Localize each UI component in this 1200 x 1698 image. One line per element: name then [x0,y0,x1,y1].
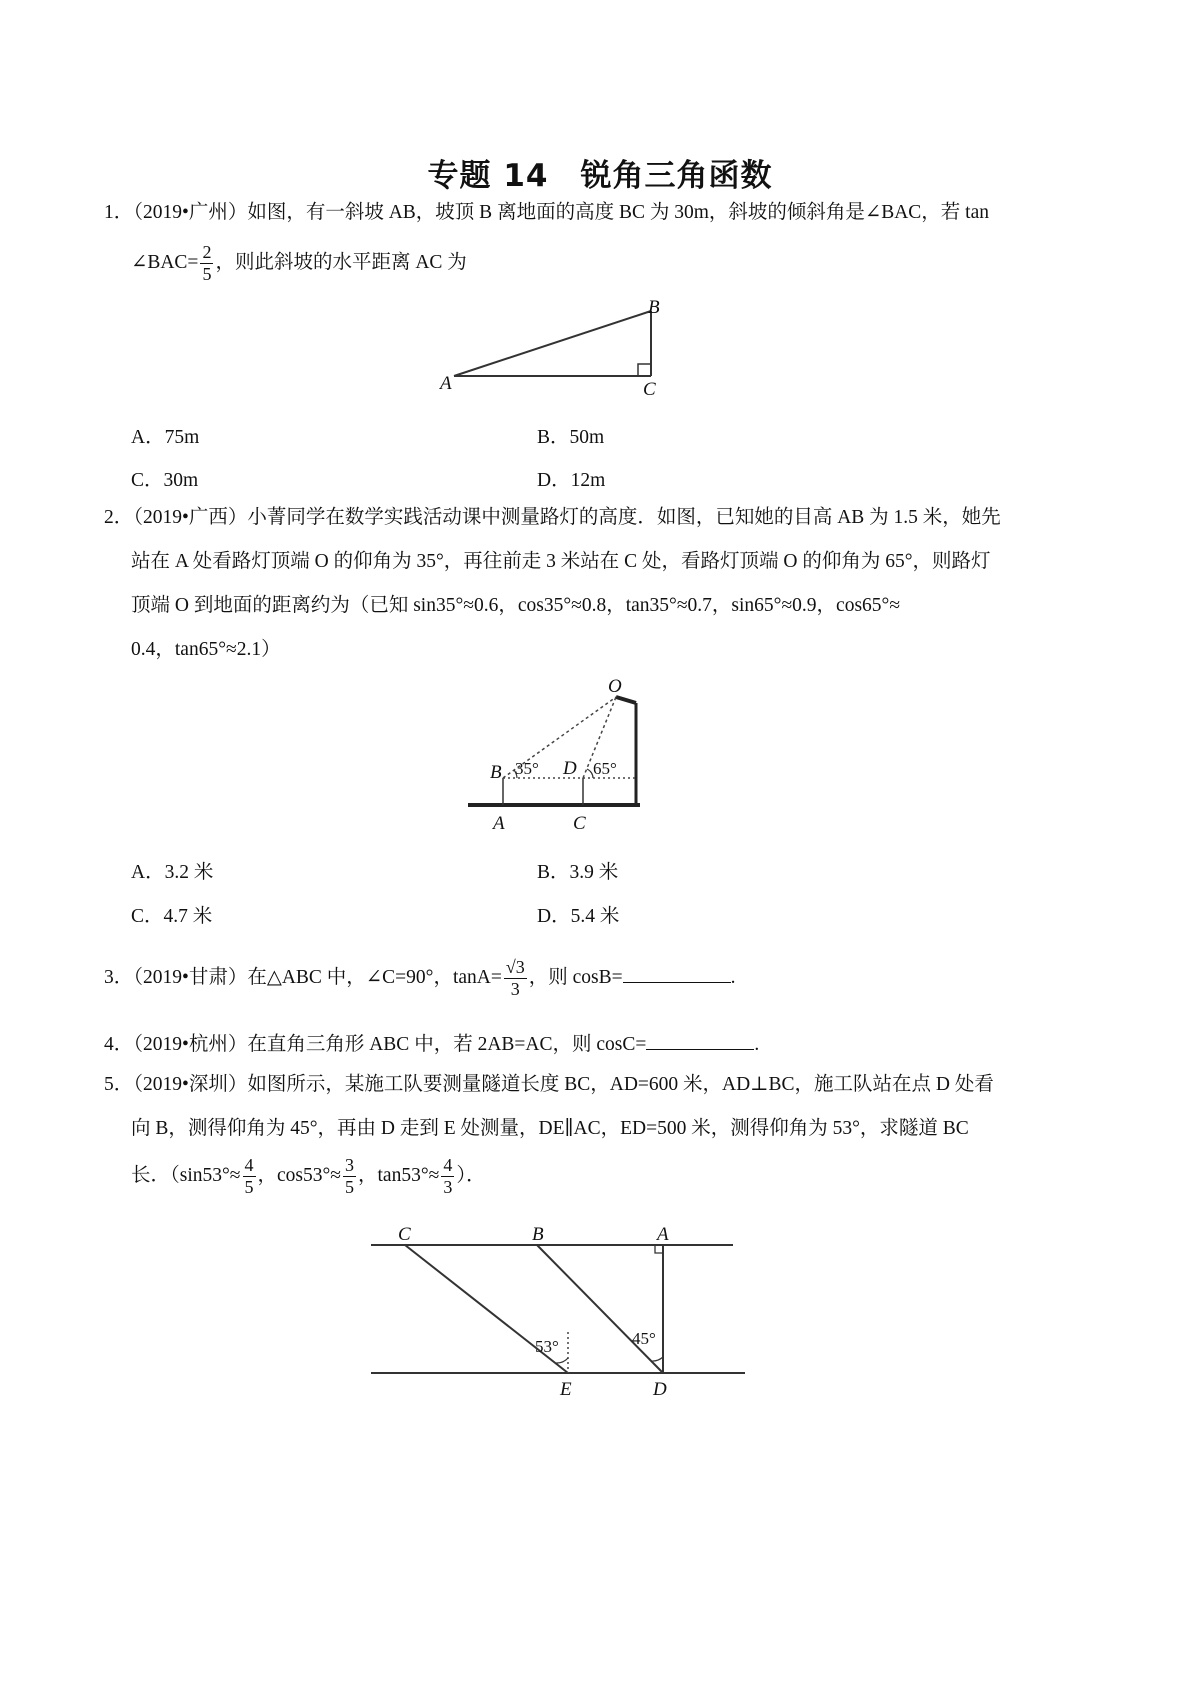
q2-angle-35: 35° [515,759,539,778]
q1-text-line2-pre: ∠BAC= [131,252,199,274]
q5-line3 [131,1155,486,1198]
q5-text-c: ，tan53°≈ [358,1165,440,1187]
q5-text-line1: （2019•深圳）如图所示，某施工队要测量隧道长度 BC，AD=600 米，AD⊥BC，施工队站在点 D 处看 [133,1074,994,1095]
q3-number: 3． [104,967,134,989]
q5-number: 5． [104,1074,134,1095]
q2-text-line1: （2019•广西）小菁同学在数学实践活动课中测量路灯的高度．如图，已知她的目高 AB 为 1.5 米，她先 [133,507,1001,528]
q5-label-b: B [532,1224,544,1245]
q5-label-c: C [398,1224,411,1245]
q1-line1 [104,203,989,223]
q4-text-pre: （2019•杭州）在直角三角形 ABC 中，若 2AB=AC，则 cosC= [133,1034,647,1055]
q4-answer-blank[interactable] [646,1033,754,1050]
q5-tunnel-figure [360,1215,760,1405]
q4-end: . [754,1034,760,1055]
q2-number: 2． [104,507,134,528]
q3-line [104,957,736,1000]
q2-option-c[interactable]: C．4.7 米 [131,906,213,927]
q3-text-post: ，则 cosB= [528,967,623,989]
q5-label-d: D [653,1379,667,1400]
q2-line4: 0.4，tan65°≈2.1） [131,639,281,660]
q1-slope-figure [430,295,690,405]
q2-option-b[interactable]: B．3.9 米 [537,862,619,883]
q1-fraction: $\frac{2}{5}$ [202,242,212,284]
q5-line2: 向 B，测得仰角为 45°，再由 D 走到 E 处测量，DE∥AC，ED=500 米，测得仰角为 53°，求隧道 BC [131,1118,969,1139]
q2-streetlight-figure [455,670,665,840]
q3-fraction: $\frac{√3}{3}$ [505,957,525,999]
q5-fraction-tan: $\frac{4}{3}$ [443,1155,453,1197]
q5-text-a: 长．（sin53°≈ [131,1165,241,1187]
q2-line3: 顶端 O 到地面的距离约为（已知 sin35°≈0.6，cos35°≈0.8，tan35°≈0.7，sin65°≈0.9，cos65°≈ [131,595,901,616]
q3-end: . [730,967,736,989]
page-title: 专题 14 锐角三角函数 [427,158,773,194]
q1-option-d[interactable]: D．12m [537,470,606,491]
q3-text-pre: （2019•甘肃）在△ABC 中，∠C=90°，tanA= [133,967,502,989]
q1-label-b: B [648,297,660,318]
q2-label-c: C [573,813,586,834]
q5-line1 [104,1075,994,1095]
q1-option-c[interactable]: C．30m [131,470,199,491]
q5-label-a: A [657,1224,669,1245]
q3-answer-blank[interactable] [623,966,731,983]
q2-line2: 站在 A 处看路灯顶端 O 的仰角为 35°，再往前走 3 米站在 C 处，看路灯顶端 O 的仰角为 65°，则路灯 [131,551,991,572]
q2-label-b: B [490,762,502,783]
q1-label-a: A [440,373,452,394]
q1-option-b[interactable]: B．50m [537,427,605,448]
q2-option-d[interactable]: D．5.4 米 [537,906,620,927]
q1-text-line2-post: ，则此斜坡的水平距离 AC 为 [215,252,467,274]
q1-number: 1． [104,202,134,223]
q5-text-d: ）． [456,1165,486,1187]
q2-angle-65: 65° [593,759,617,778]
q5-text-b: ，cos53°≈ [257,1165,342,1187]
q4-line [104,1033,759,1055]
q5-fraction-cos: $\frac{3}{5}$ [345,1155,355,1197]
q2-label-d: D [563,758,577,779]
q5-label-e: E [560,1379,572,1400]
q2-option-a[interactable]: A．3.2 米 [131,862,214,883]
q5-angle-53: 53° [535,1337,559,1356]
q1-option-a[interactable]: A．75m [131,427,200,448]
q2-label-a: A [493,813,505,834]
q1-label-c: C [643,379,656,400]
q2-line1 [104,508,1001,528]
q2-label-o: O [608,676,622,697]
q1-line2 [131,242,467,285]
q5-angle-45: 45° [632,1329,656,1348]
q1-text-line1: （2019•广州）如图，有一斜坡 AB，坡顶 B 离地面的高度 BC 为 30m，斜坡的倾斜角是∠BAC，若 tan [133,202,989,223]
q4-number: 4． [104,1034,134,1055]
q5-fraction-sin: $\frac{4}{5}$ [244,1155,254,1197]
